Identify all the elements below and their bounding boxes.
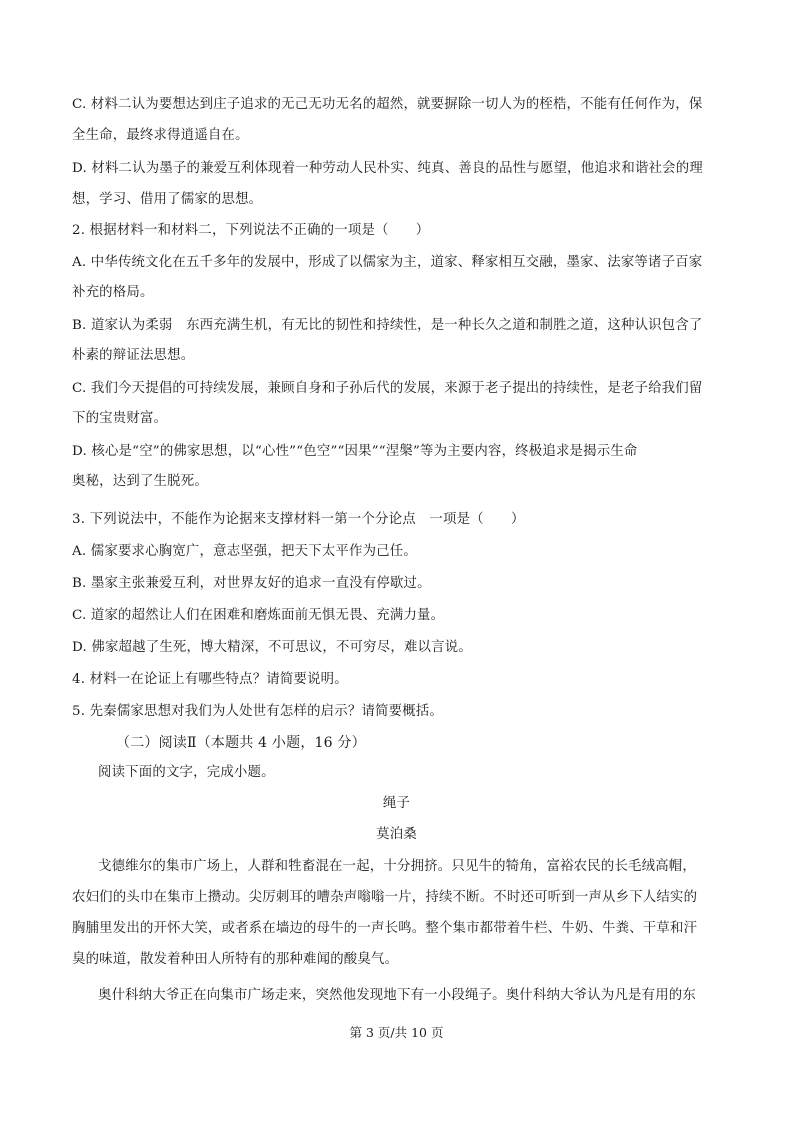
reading-instruction: 阅读下面的文字，完成小题。 [98, 765, 275, 780]
text-line: A. 中华传统文化在五千多年的发展中，形成了以儒家为主，道家、释家相互交融，墨家、法家等诸子百家 [72, 255, 703, 270]
story-title: 绳子 [382, 796, 411, 811]
text-line: 下的宝贵财富。 [72, 411, 168, 426]
section-heading: （二）阅读Ⅱ（本题共 4 小题，16 分） [116, 735, 366, 751]
text-line: D. 材料二认为墨子的兼爱互利体现着一种劳动人民朴实、纯真、善良的品性与愿望，他追求和谐社会的理 [72, 161, 703, 176]
text-line: 戈德维尔的集市广场上，人群和牲畜混在一起，十分拥挤。只见牛的犄角，富裕农民的长毛绒高帽， [98, 859, 696, 874]
text-line: C. 材料二认为要想达到庄子追求的无己无功无名的超然，就要摒除一切人为的桎梏，不能有任何作为，保 [72, 97, 703, 112]
option-b: B. 墨家主张兼爱互利，对世界友好的追求一直没有停歇过。 [72, 576, 431, 591]
question-3: 3. 下列说法中，不能作为论据来支撑材料一第一个分论点 一项是（ ） [72, 512, 525, 527]
question-4: 4. 材料一在论证上有哪些特点？请简要说明。 [72, 672, 348, 687]
text-line: 胸脯里发出的开怀大笑，或者系在墙边的母牛的一声长鸣。整个集市都带着牛栏、牛奶、牛粪、干草和汗 [72, 921, 698, 936]
text-line: B. 道家认为柔弱 东西充满生机，有无比的韧性和持续性，是一种长久之道和制胜之道，这种认识包含了 [72, 318, 703, 333]
story-author: 莫泊桑 [376, 827, 417, 842]
text-line: D. 核心是“空”的佛家思想，以“心性”“色空”“因果”“涅槃”等为主要内容，终极追求是揭示生命 [72, 444, 638, 459]
question-2: 2. 根据材料一和材料二，下列说法不正确的一项是（ ） [72, 223, 430, 238]
question-5: 5. 先秦儒家思想对我们为人处世有怎样的启示？请简要概括。 [72, 704, 443, 719]
text-line: 想，学习、借用了儒家的思想。 [72, 192, 263, 207]
text-line: 补充的格局。 [72, 285, 154, 300]
option-c: C. 道家的超然让人们在困难和磨炼面前无惧无畏、充满力量。 [72, 608, 445, 623]
text-line: 臭的味道，散发着种田人所特有的那种难闻的酸臭气。 [72, 952, 399, 967]
text-line: 朴素的辩证法思想。 [72, 348, 195, 363]
text-line: 农妇们的头巾在集市上攒动。尖厉刺耳的嘈杂声嗡嗡一片，持续不断。不时还可听到一声从乡下人结实的 [72, 890, 698, 905]
option-d: D. 佛家超越了生死，博大精深，不可思议，不可穷尽，难以言说。 [72, 640, 472, 655]
text-line: C. 我们今天提倡的可持续发展，兼顾自身和子孙后代的发展，来源于老子提出的持续性，是老子给我们留 [72, 381, 703, 396]
text-line: 奥秘，达到了生脱死。 [72, 474, 208, 489]
option-a: A. 儒家要求心胸宽广，意志坚强，把天下太平作为己任。 [72, 544, 417, 559]
text-line: 奥什科纳大爷正在向集市广场走来，突然他发现地下有一小段绳子。奥什科纳大爷认为凡是有用的东 [98, 988, 696, 1003]
page-number: 第 3 页/共 10 页 [349, 1025, 444, 1040]
text-line: 全生命，最终求得逍遥自在。 [72, 128, 249, 143]
